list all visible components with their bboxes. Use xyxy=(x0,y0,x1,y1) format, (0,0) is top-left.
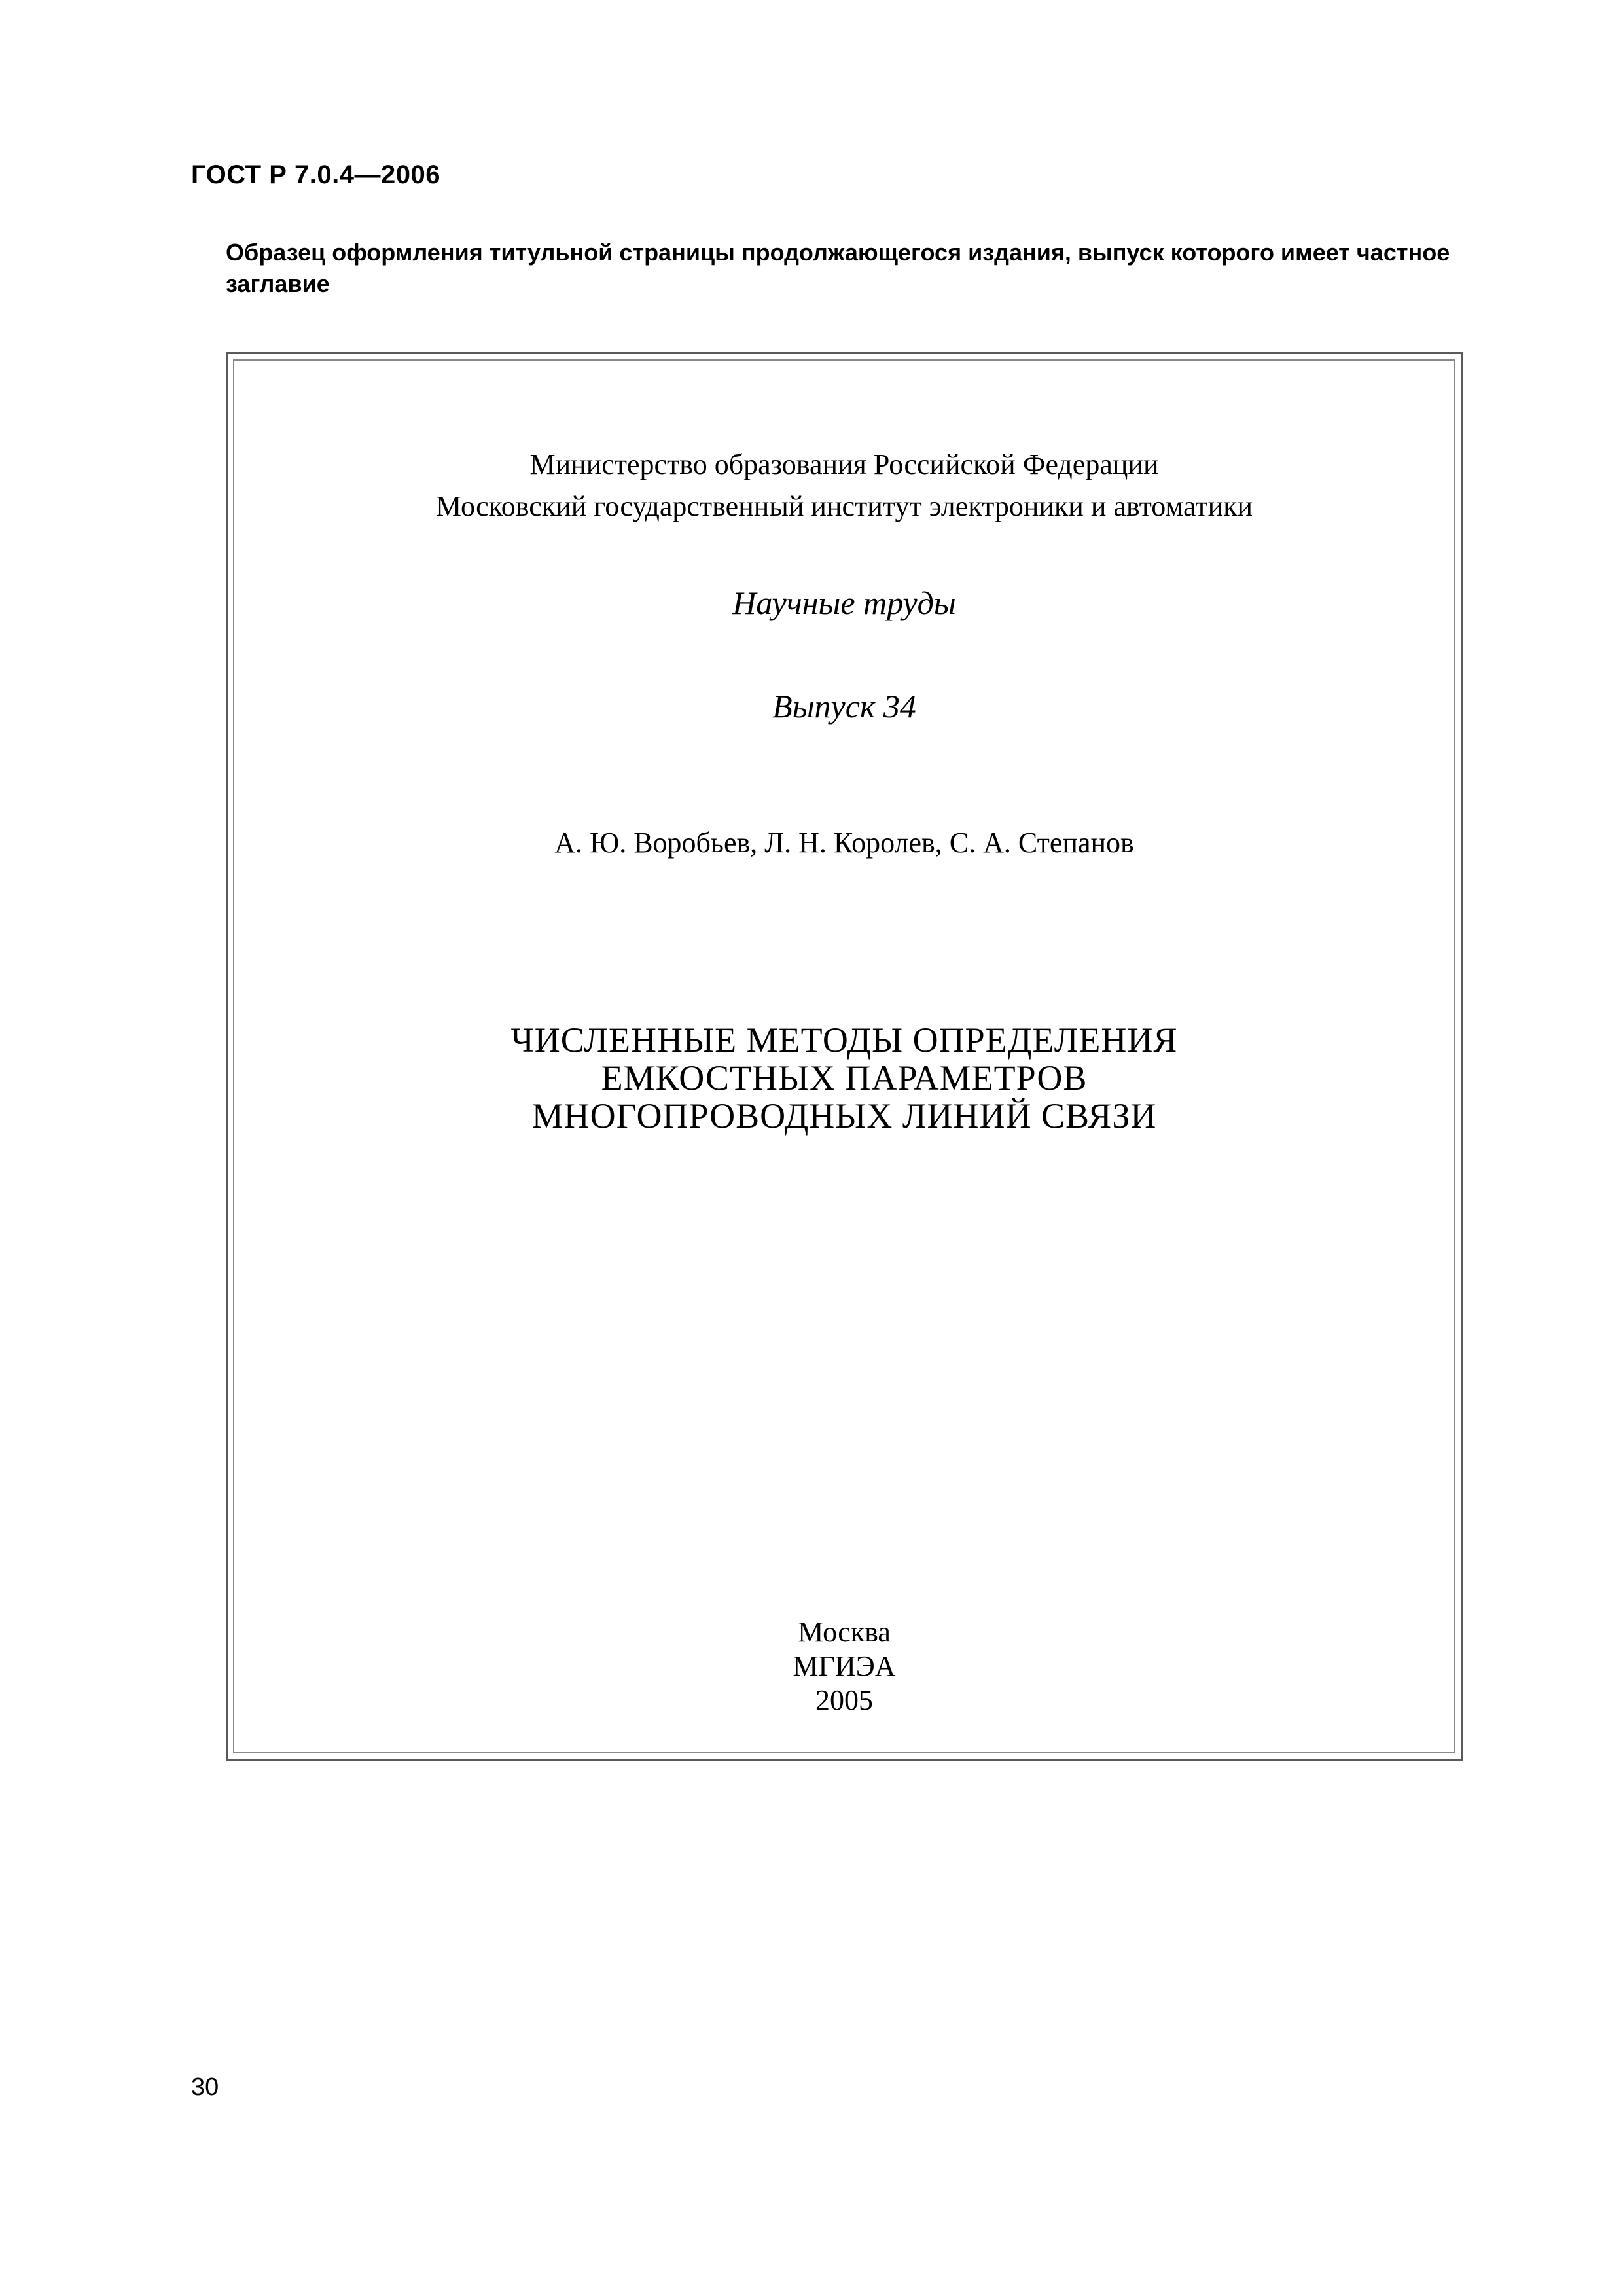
imprint-year: 2005 xyxy=(815,1684,873,1716)
imprint-city: Москва xyxy=(798,1616,891,1648)
title-line: ЕМКОСТНЫХ ПАРАМЕТРОВ xyxy=(601,1058,1088,1098)
sample-caption: Образец оформления титульной страницы продолжающегося издания, выпуск которого имеет частное заглавие xyxy=(226,239,1450,297)
organization-institute: Московский государственный институт электроники и автоматики xyxy=(435,490,1253,522)
issue-number: Выпуск 34 xyxy=(772,688,916,725)
title-line: МНОГОПРОВОДНЫХ ЛИНИЙ СВЯЗИ xyxy=(531,1096,1157,1136)
imprint-publisher: МГИЭА xyxy=(793,1650,896,1682)
standard-code: ГОСТ Р 7.0.4—2006 xyxy=(191,160,440,189)
publication-title xyxy=(226,1021,1463,1135)
imprint-block xyxy=(226,1615,1463,1717)
page-number: 30 xyxy=(191,2073,219,2101)
series-title: Научные труды xyxy=(732,584,956,621)
title-line: ЧИСЛЕННЫЕ МЕТОДЫ ОПРЕДЕЛЕНИЯ xyxy=(510,1020,1178,1060)
authors: А. Ю. Воробьев, Л. Н. Королев, С. А. Степанов xyxy=(554,827,1134,859)
organization-ministry: Министерство образования Российской Федерации xyxy=(529,448,1159,480)
organizations-block xyxy=(226,444,1463,528)
